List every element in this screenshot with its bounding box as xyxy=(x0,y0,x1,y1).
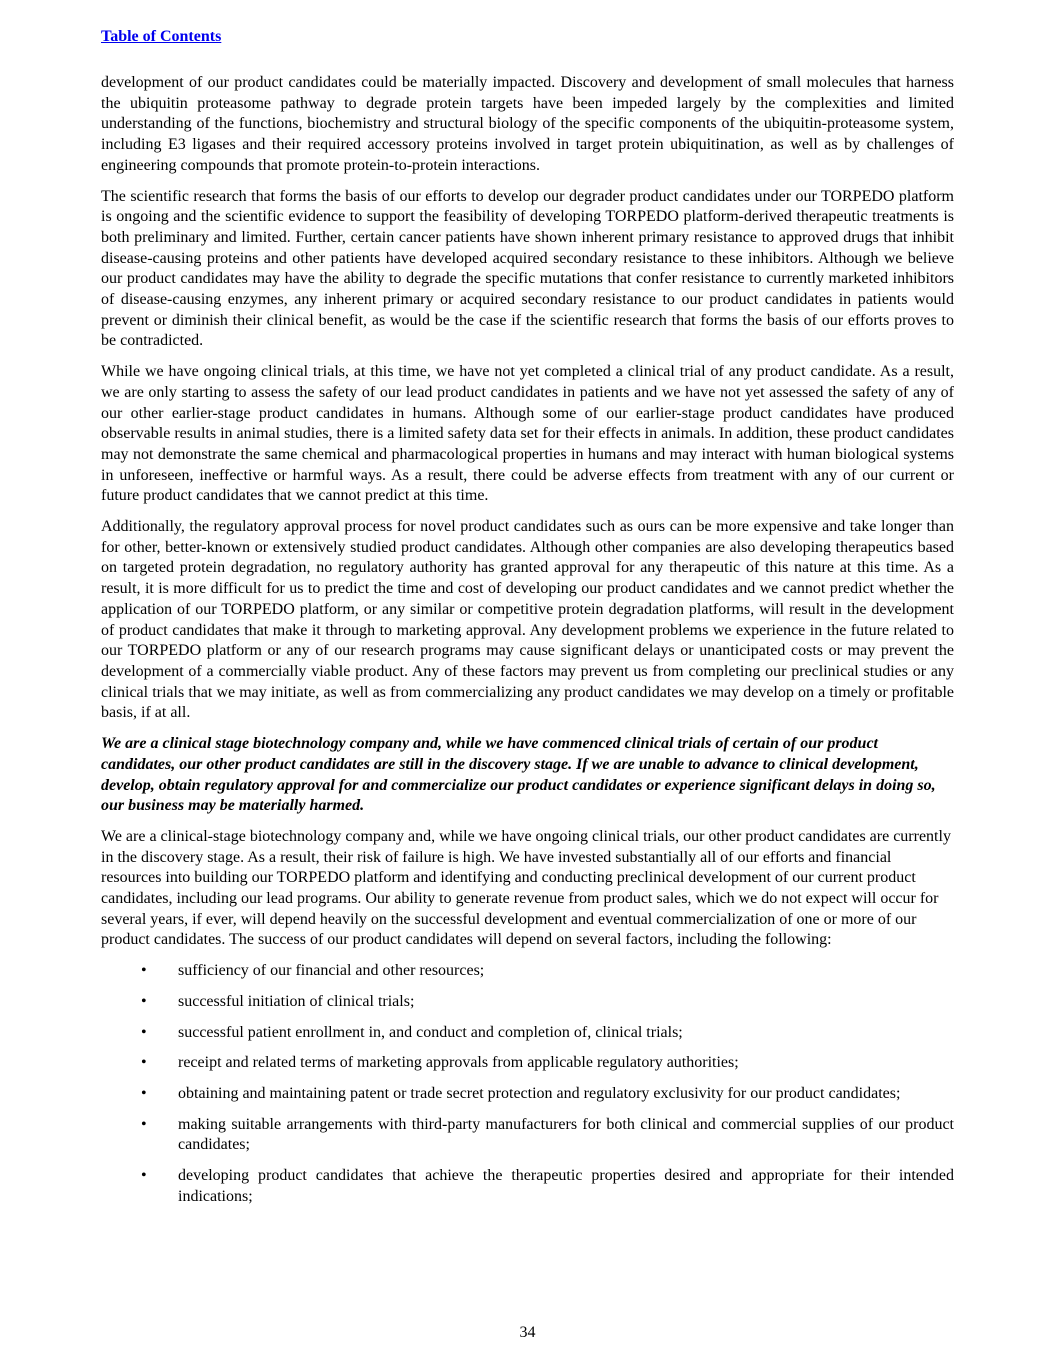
paragraph-clinical-stage-company: We are a clinical-stage biotechnology company and, while we have ongoing clinical trials, our other product candidates are currently in the discovery stage. As a result, their risk of failure is high. We have invested substantially all of our efforts and financial resources into building our TORPEDO platform and identifying and conducting preclinical development of our current product candidates, including our lead programs. Our ability to generate revenue from product sales, which we do not expect will occur for several years, if ever, will depend heavily on the successful development and eventual commercialization of one or more of our product candidates. The success of our product candidates will depend on several factors, including the following: xyxy=(101,827,951,949)
table-of-contents-link[interactable]: Table of Contents xyxy=(101,28,222,45)
list-item xyxy=(101,992,954,1013)
page-number: 34 xyxy=(519,1324,536,1341)
list-item-text: developing product candidates that achieve the therapeutic properties desired and appropriate for their intended indications; xyxy=(178,1167,954,1205)
list-item xyxy=(101,1166,954,1207)
list-item xyxy=(101,1084,954,1105)
paragraph-regulatory-approval: Additionally, the regulatory approval process for novel product candidates such as ours can be more expensive and take longer than for other, better-known or extensively studied product candidates. Although other companies are also developing therapeutics based on targeted protein degradation, no regulatory authority has granted approval for any therapeutic of this nature at this time. As a result, it is more difficult for us to predict the time and cost of developing our product candidates and we cannot predict whether the application of our TORPEDO platform, or any similar or competitive protein degradation platforms, will result in the development of product candidates that make it through to marketing approval. Any development problems we experience in the future related to our TORPEDO platform or any of our research programs may cause significant delays or unanticipated costs or may prevent the development of a commercially viable product. Any of these factors may prevent us from completing our preclinical studies or any clinical trials that we may initiate, as well as from commercializing any product candidates we may develop on a timely or profitable basis, if at all. xyxy=(101,518,954,722)
list-item-text: obtaining and maintaining patent or trade secret protection and regulatory exclusivity for our product candidates; xyxy=(178,1084,901,1102)
paragraph-continuation: development of our product candidates could be materially impacted. Discovery and development of small molecules that harness the ubiquitin proteasome pathway to degrade protein targets have been impeded largely by the complexities and limited understanding of the functions, biochemistry and structural biology of the specific components of the ubiquitin-proteasome system, including E3 ligases and their required accessory proteins involved in target protein ubiquitination, as well as by challenges of engineering compounds that promote protein-to-protein interactions. xyxy=(101,74,954,174)
list-item-text: making suitable arrangements with third-party manufacturers for both clinical and commercial supplies of our product candidates; xyxy=(178,1115,954,1154)
list-item-text: receipt and related terms of marketing approvals from applicable regulatory authorities; xyxy=(178,1054,739,1072)
document-page xyxy=(101,0,954,1365)
list-item-text: successful patient enrollment in, and conduct and completion of, clinical trials; xyxy=(178,1023,683,1041)
document-body xyxy=(101,73,954,1217)
list-item xyxy=(101,1115,954,1156)
list-item xyxy=(101,1023,954,1044)
bullet-marker: • xyxy=(141,992,147,1010)
paragraph-scientific-research: The scientific research that forms the basis of our efforts to develop our degrader product candidates under our TORPEDO platform is ongoing and the scientific evidence to support the feasibility of developing TORPEDO platform-derived therapeutic treatments is both preliminary and limited. Further, certain cancer patients have shown inherent primary resistance to approved drugs that inhibit disease-causing proteins and other patients have developed acquired secondary resistance to these inhibitors. Although we believe our product candidates may have the ability to degrade the specific mutations that confer resistance to currently marketed inhibitors of disease-causing enzymes, any inherent primary or acquired secondary resistance to our product candidates in patients would prevent or diminish their clinical benefit, as would be the case if the scientific research that forms the basis of our efforts proves to be contradicted. xyxy=(101,187,954,350)
bullet-marker: • xyxy=(141,1084,147,1102)
list-item-text: sufficiency of our financial and other resources; xyxy=(178,962,485,980)
success-factors-list xyxy=(101,961,954,1207)
bullet-marker: • xyxy=(141,1167,147,1185)
bullet-marker: • xyxy=(141,1054,147,1072)
list-item xyxy=(101,1053,954,1074)
list-item xyxy=(101,961,954,982)
bullet-marker: • xyxy=(141,1023,147,1041)
list-item-text: successful initiation of clinical trials; xyxy=(178,992,415,1010)
paragraph-clinical-trials: While we have ongoing clinical trials, at this time, we have not yet completed a clinical trial of any product candidate. As a result, we are only starting to assess the safety of our lead product candidates in patients and we have not yet assessed the safety of any of our other earlier-stage product candidates in humans. Although some of our earlier-stage product candidates have produced observable results in animal studies, there is a limited safety data set for their effects in animals. In addition, these product candidates may not demonstrate the same chemical and pharmacological properties in humans and may interact with human biological systems in unforeseen, ineffective or harmful ways. As a result, there could be adverse effects from treatment with any of our current or future product candidates that we cannot predict at this time. xyxy=(101,363,954,505)
bullet-marker: • xyxy=(141,962,147,980)
risk-factor-heading: We are a clinical stage biotechnology company and, while we have commenced clinical trials of certain of our product candidates, our other product candidates are still in the discovery stage. If we are unable to advance to clinical development, develop, obtain regulatory approval for and commercialize our product candidates or experience significant delays in doing so, our business may be materially harmed. xyxy=(101,735,936,815)
bullet-marker: • xyxy=(141,1115,147,1133)
